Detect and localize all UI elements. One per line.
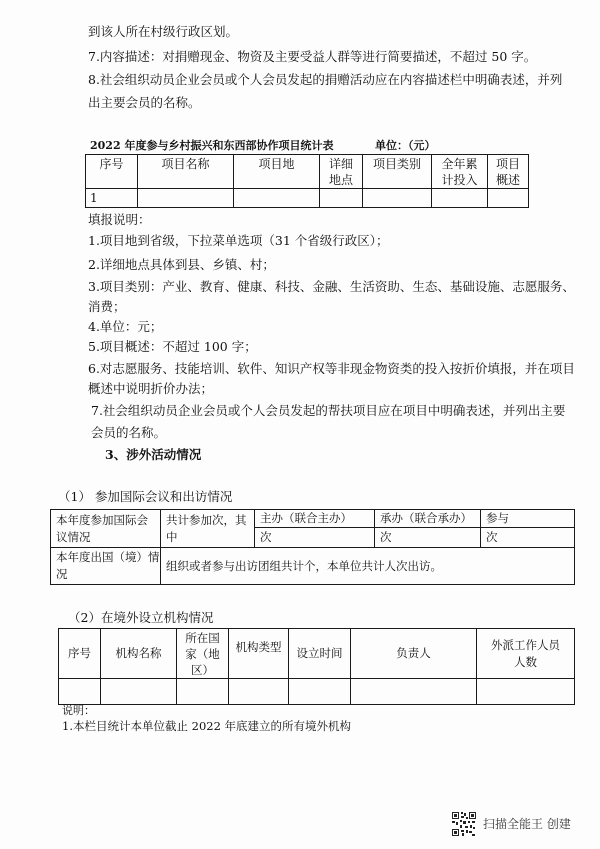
header-line: 全年累	[441, 157, 478, 171]
top-note-line: 出主要会员的名称。	[88, 95, 201, 110]
table-cell	[477, 679, 575, 705]
table-row	[59, 679, 575, 705]
table-cell	[101, 679, 177, 705]
header-line: 项目地	[258, 157, 295, 171]
header-expatriate-staff	[477, 629, 575, 679]
header-project-location	[234, 155, 320, 189]
conference-total-line: 共计参加次，其	[166, 512, 247, 527]
top-note-line: 8.社会组织动员企业会员或个人会员发起的捐赠活动应在内容描述栏中明确表述，并列	[88, 72, 563, 87]
header-line: 计投入	[441, 173, 478, 187]
travel-label-line: 况	[56, 567, 68, 581]
fill-note-line: 消费；	[88, 299, 126, 314]
header-line: 设立时间	[296, 646, 343, 660]
table-row	[86, 189, 529, 208]
fill-note-line: 6.对志愿服务、技能培训、软件、知识产权等非现金物资类的投入按折价填报，并在项目	[88, 361, 575, 376]
header-project-category	[363, 155, 432, 189]
rural-table-title: 2022 年度参与乡村振兴和东西部协作项目统计表	[90, 139, 334, 152]
conference-label-line: 议情况	[56, 529, 91, 544]
header-line: 项目类别	[372, 157, 421, 171]
rural-project-table	[85, 154, 529, 208]
participated-count-cell: 次	[481, 528, 575, 548]
header-line: 项目名称	[161, 157, 210, 171]
overseas-note-line: 1.本栏目统计本单位截止 2022 年底建立的所有境外机构	[62, 719, 352, 733]
table-cell	[432, 189, 488, 208]
table-cell	[234, 189, 320, 208]
organized-label: 承办（联合承办）	[375, 510, 481, 528]
header-line: 区）	[191, 662, 214, 677]
header-annual-investment	[432, 155, 488, 189]
table-cell	[351, 679, 477, 705]
conference-total-cell	[161, 510, 255, 548]
table-cell	[363, 189, 432, 208]
hosted-count-cell: 次	[255, 528, 375, 548]
header-line: 人数	[514, 654, 537, 669]
table-cell-seq: 1	[86, 189, 138, 208]
subsection-heading-overseas: （2）在境外设立机构情况	[68, 610, 214, 625]
header-line: 概述	[495, 173, 520, 187]
header-institution-type	[229, 629, 289, 679]
travel-label-cell	[51, 548, 161, 585]
header-seq	[86, 155, 138, 189]
header-line: 序号	[99, 157, 124, 171]
fill-note-line: 2.详细地点具体到县、乡镇、村；	[88, 257, 275, 272]
header-line: 负责人	[396, 646, 431, 660]
table-header-row	[86, 155, 529, 189]
table-cell	[229, 679, 289, 705]
fill-note-line: 1.项目地到省级，下拉菜单选项（31 个省级行政区）；	[88, 233, 389, 248]
table-cell	[177, 679, 229, 705]
fill-note-line: 7.社会组织动员企业会员或个人会员发起的帮扶项目应在项目中明确表述，并列出主要	[91, 403, 566, 418]
top-note-line: 7.内容描述：对捐赠现金、物资及主要受益人群等进行简要描述，不超过 50 字。	[88, 49, 537, 64]
header-established-date	[289, 629, 351, 679]
section-title-foreign-activities: 3、涉外活动情况	[105, 447, 202, 462]
header-project-name	[138, 155, 234, 189]
header-line: 项目	[495, 157, 520, 171]
fill-note-heading: 填报说明：	[88, 212, 151, 227]
header-seq	[59, 629, 101, 679]
fill-note-line: 3.项目类别：产业、教育、健康、科技、金融、生活资助、生态、基础设施、志愿服务、	[88, 279, 575, 294]
header-line: 所在国	[185, 630, 220, 645]
header-line: 机构名称	[115, 646, 162, 660]
table-cell	[488, 189, 529, 208]
qr-code-icon	[452, 812, 476, 836]
overseas-notes-heading: 说明：	[62, 704, 95, 717]
top-note-line: 到该人所在村级行政区划。	[88, 24, 239, 39]
header-project-summary	[488, 155, 529, 189]
table-row	[51, 510, 575, 528]
header-country-region	[177, 629, 229, 679]
organized-count-cell: 次	[375, 528, 481, 548]
table-row	[51, 548, 575, 585]
header-line: 外派工作人员	[491, 637, 560, 652]
header-line: 家（地	[185, 646, 220, 661]
travel-label-line: 本年度出国（境）情	[56, 550, 160, 564]
hosted-label: 主办（联合主办）	[255, 510, 375, 528]
travel-text-cell: 组织或者参与出访团组共计个，本单位共计人次出访。	[161, 548, 575, 585]
header-person-in-charge	[351, 629, 477, 679]
header-line: 机构类型	[235, 640, 282, 654]
fill-note-line: 4.单位：元；	[88, 319, 163, 334]
header-line: 详细	[328, 157, 353, 171]
fill-note-line: 概述中说明折价办法；	[88, 381, 214, 396]
fill-note-line: 5.项目概述：不超过 100 字；	[88, 339, 257, 354]
conference-label-line: 本年度参加国际会	[56, 512, 148, 527]
table-cell	[289, 679, 351, 705]
watermark-text: 扫描全能王 创建	[483, 817, 571, 831]
overseas-institution-table	[58, 628, 575, 705]
participated-label: 参与	[481, 510, 575, 528]
subsection-heading-conferences: （1） 参加国际会议和出访情况	[58, 489, 233, 504]
conference-label-cell	[51, 510, 161, 548]
table-header-row	[59, 629, 575, 679]
header-line: 地点	[328, 173, 353, 187]
header-detailed-location	[320, 155, 363, 189]
table-cell	[320, 189, 363, 208]
conference-total-line: 中	[166, 529, 178, 544]
fill-note-line: 会员的名称。	[91, 425, 167, 440]
table-cell	[138, 189, 234, 208]
header-line: 序号	[68, 646, 91, 660]
table-cell	[59, 679, 101, 705]
conference-table	[50, 509, 575, 585]
rural-table-unit: 单位：（元）	[375, 139, 436, 152]
header-institution-name	[101, 629, 177, 679]
